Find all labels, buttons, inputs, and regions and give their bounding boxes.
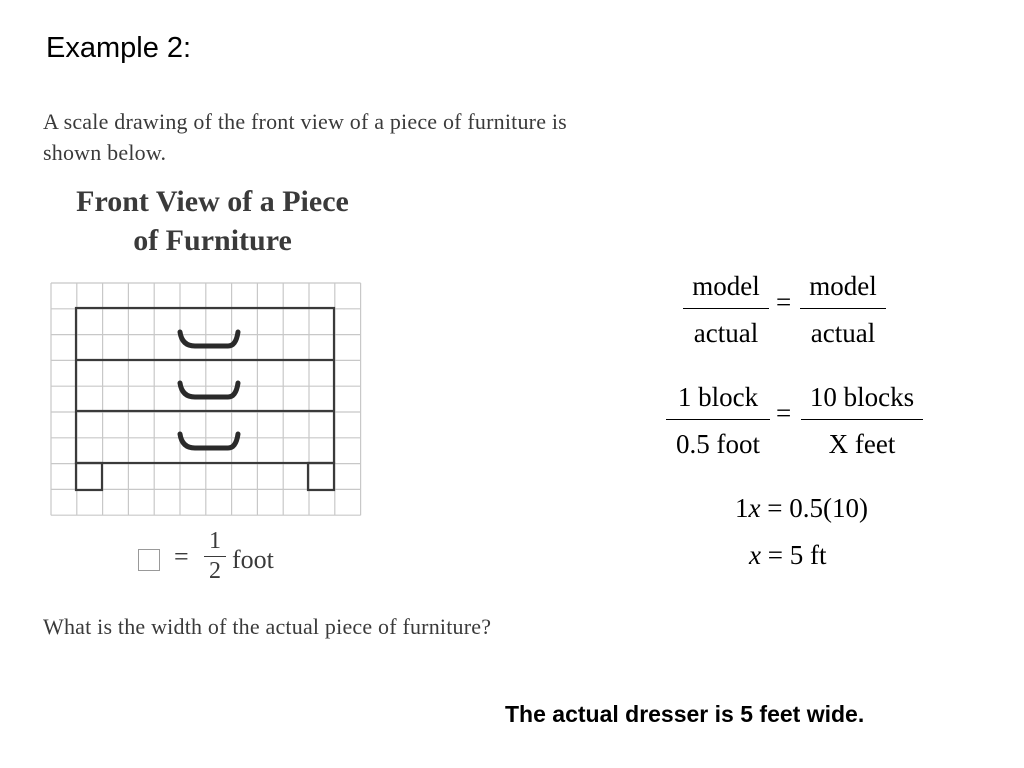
eq4-variable: x [749,540,761,570]
eq1-left-numerator: model [683,266,769,309]
drawer-handle [180,434,238,448]
eq3-coefficient: 1 [735,493,749,523]
furniture-scale-drawing [50,282,364,520]
drawer-handles [180,332,238,448]
dresser-leg-right [308,463,334,490]
equation-4 [749,540,826,571]
question: What is the width of the actual piece of furniture? [43,614,492,639]
figure-title [40,182,385,260]
fraction-bar [204,556,226,557]
eq1-right-numerator: model [800,266,886,309]
eq2-left-denominator: 0.5 foot [676,429,760,459]
drawer-handle [180,383,238,397]
scale-fraction [204,528,226,585]
eq2-right-numerator: 10 blocks [801,377,923,420]
eq4-rest: = 5 ft [760,540,827,570]
problem-intro: A scale drawing of the front view of a piece of furniture is shown below. [43,109,567,165]
eq1-left-denominator: actual [693,318,759,348]
eq2-right-fraction [801,377,923,464]
eq3-variable: x [748,493,761,523]
figure-title-line2: of Furniture [133,224,292,257]
grid-square-symbol [138,549,160,571]
eq1-left-fraction [683,266,769,353]
scale-equals: = [174,542,189,571]
eq2-equals: = [776,398,792,428]
answer-statement: The actual dresser is 5 feet wide. [505,701,865,727]
eq1-right-fraction [800,266,886,353]
eq1-right-denominator: actual [810,318,876,348]
figure-title-line1: Front View of a Piece [76,185,349,218]
equation-3 [735,493,868,524]
eq2-left-fraction [666,377,770,464]
slide-title: Example 2: [46,32,192,64]
dresser-body [76,308,334,463]
scale-denominator: 2 [209,558,221,584]
eq2-left-numerator: 1 block [666,377,770,420]
eq1-equals: = [776,287,792,317]
dresser-leg-left [76,463,102,490]
eq2-right-denominator: X feet [828,429,896,459]
scale-numerator: 1 [209,528,221,554]
scale-unit: foot [232,545,274,574]
eq3-rest: = 0.5(10) [760,493,868,523]
